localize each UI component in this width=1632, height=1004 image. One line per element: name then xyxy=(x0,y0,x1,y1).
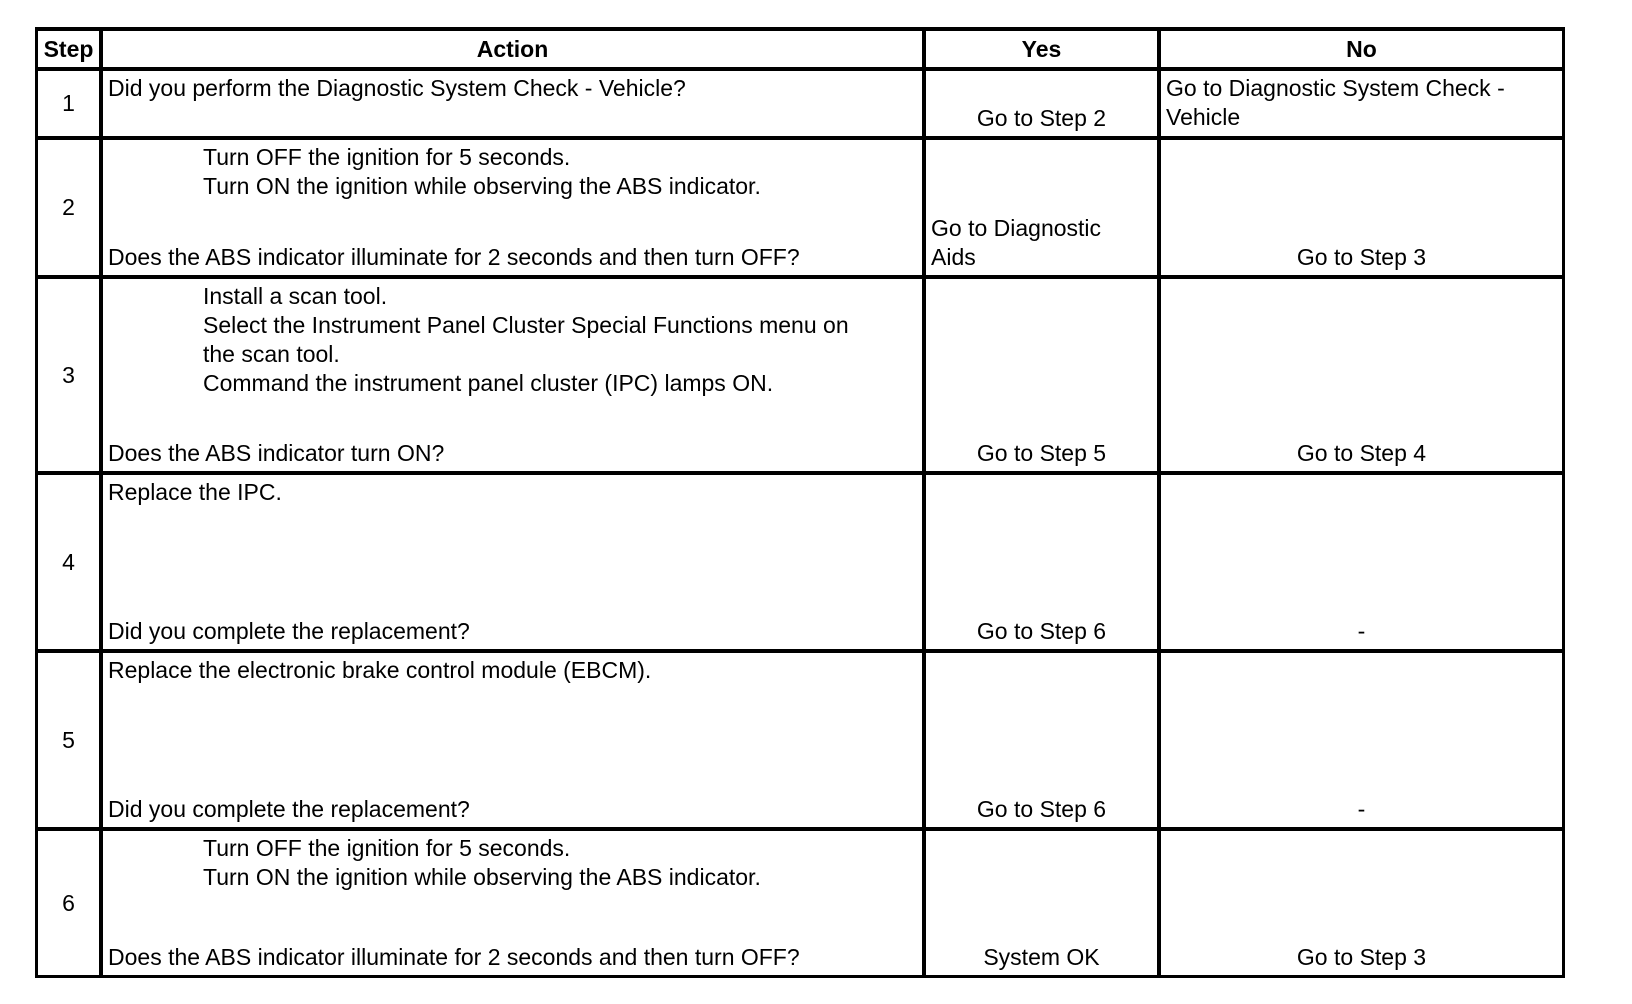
action-line: Command the instrument panel cluster (IPC) lamps ON. xyxy=(203,370,774,396)
no-cell xyxy=(1161,653,1562,827)
yes-cell xyxy=(926,71,1157,136)
yes-cell xyxy=(926,475,1157,649)
header-action-label: Action xyxy=(476,35,549,62)
step-number xyxy=(38,140,99,275)
step-number xyxy=(38,831,99,975)
step-number-text: 6 xyxy=(62,889,75,916)
header-yes xyxy=(926,31,1157,67)
yes-cell xyxy=(926,279,1157,471)
action-cell xyxy=(103,140,922,275)
step-number-text: 5 xyxy=(62,726,75,753)
step-number-text: 4 xyxy=(62,548,75,575)
header-no xyxy=(1161,31,1562,67)
no-value: Go to Step 3 xyxy=(1296,244,1427,270)
action-cell xyxy=(103,653,922,827)
no-value: Go to Step 3 xyxy=(1296,944,1427,970)
yes-line: Aids xyxy=(931,244,976,270)
step-number-text: 1 xyxy=(62,90,75,116)
yes-cell xyxy=(926,653,1157,827)
no-line: Vehicle xyxy=(1166,104,1241,130)
action-question: Does the ABS indicator illuminate for 2 seconds and then turn OFF? xyxy=(108,944,800,970)
yes-cell xyxy=(926,831,1157,975)
action-line: Install a scan tool. xyxy=(203,283,388,309)
step-number xyxy=(38,279,99,471)
action-line: Replace the electronic brake control module (EBCM). xyxy=(108,657,652,683)
step-number xyxy=(38,653,99,827)
no-cell xyxy=(1161,140,1562,275)
action-question: Does the ABS indicator turn ON? xyxy=(108,440,445,466)
action-question: Did you complete the replacement? xyxy=(108,618,470,644)
no-line: Go to Diagnostic System Check - xyxy=(1166,75,1505,101)
yes-value: System OK xyxy=(983,944,1100,970)
action-cell xyxy=(103,475,922,649)
action-line: Turn OFF the ignition for 5 seconds. xyxy=(203,144,571,170)
no-value: Go to Step 4 xyxy=(1296,440,1427,466)
step-number xyxy=(38,71,99,136)
no-value: - xyxy=(1357,618,1366,644)
yes-value: Go to Step 6 xyxy=(976,618,1107,644)
yes-value: Go to Step 2 xyxy=(976,105,1107,131)
header-step xyxy=(38,31,99,67)
header-yes-label: Yes xyxy=(1021,35,1062,62)
diagnostic-table xyxy=(35,27,1565,978)
no-cell xyxy=(1161,831,1562,975)
action-line: Did you perform the Diagnostic System Check - Vehicle? xyxy=(108,75,686,101)
step-number-text: 3 xyxy=(62,361,75,388)
action-line: the scan tool. xyxy=(203,341,340,367)
no-cell xyxy=(1161,475,1562,649)
step-number-text: 2 xyxy=(62,194,75,220)
action-line: Replace the IPC. xyxy=(108,479,282,505)
action-cell xyxy=(103,831,922,975)
no-value: - xyxy=(1357,796,1366,822)
yes-cell xyxy=(926,140,1157,275)
action-question: Does the ABS indicator illuminate for 2 seconds and then turn OFF? xyxy=(108,244,800,270)
action-cell xyxy=(103,279,922,471)
yes-value: Go to Step 6 xyxy=(976,796,1107,822)
action-question: Did you complete the replacement? xyxy=(108,796,470,822)
header-no-label: No xyxy=(1346,35,1377,62)
no-cell xyxy=(1161,71,1562,136)
action-cell xyxy=(103,71,922,136)
header-action xyxy=(103,31,922,67)
no-cell xyxy=(1161,279,1562,471)
yes-line: Go to Diagnostic xyxy=(931,215,1102,241)
step-number xyxy=(38,475,99,649)
action-line: Select the Instrument Panel Cluster Special Functions menu on xyxy=(203,312,849,338)
yes-value: Go to Step 5 xyxy=(976,440,1107,466)
header-step-label: Step xyxy=(43,35,94,62)
action-line: Turn ON the ignition while observing the ABS indicator. xyxy=(203,173,761,199)
action-line: Turn OFF the ignition for 5 seconds. xyxy=(203,835,571,861)
action-line: Turn ON the ignition while observing the ABS indicator. xyxy=(203,864,761,890)
